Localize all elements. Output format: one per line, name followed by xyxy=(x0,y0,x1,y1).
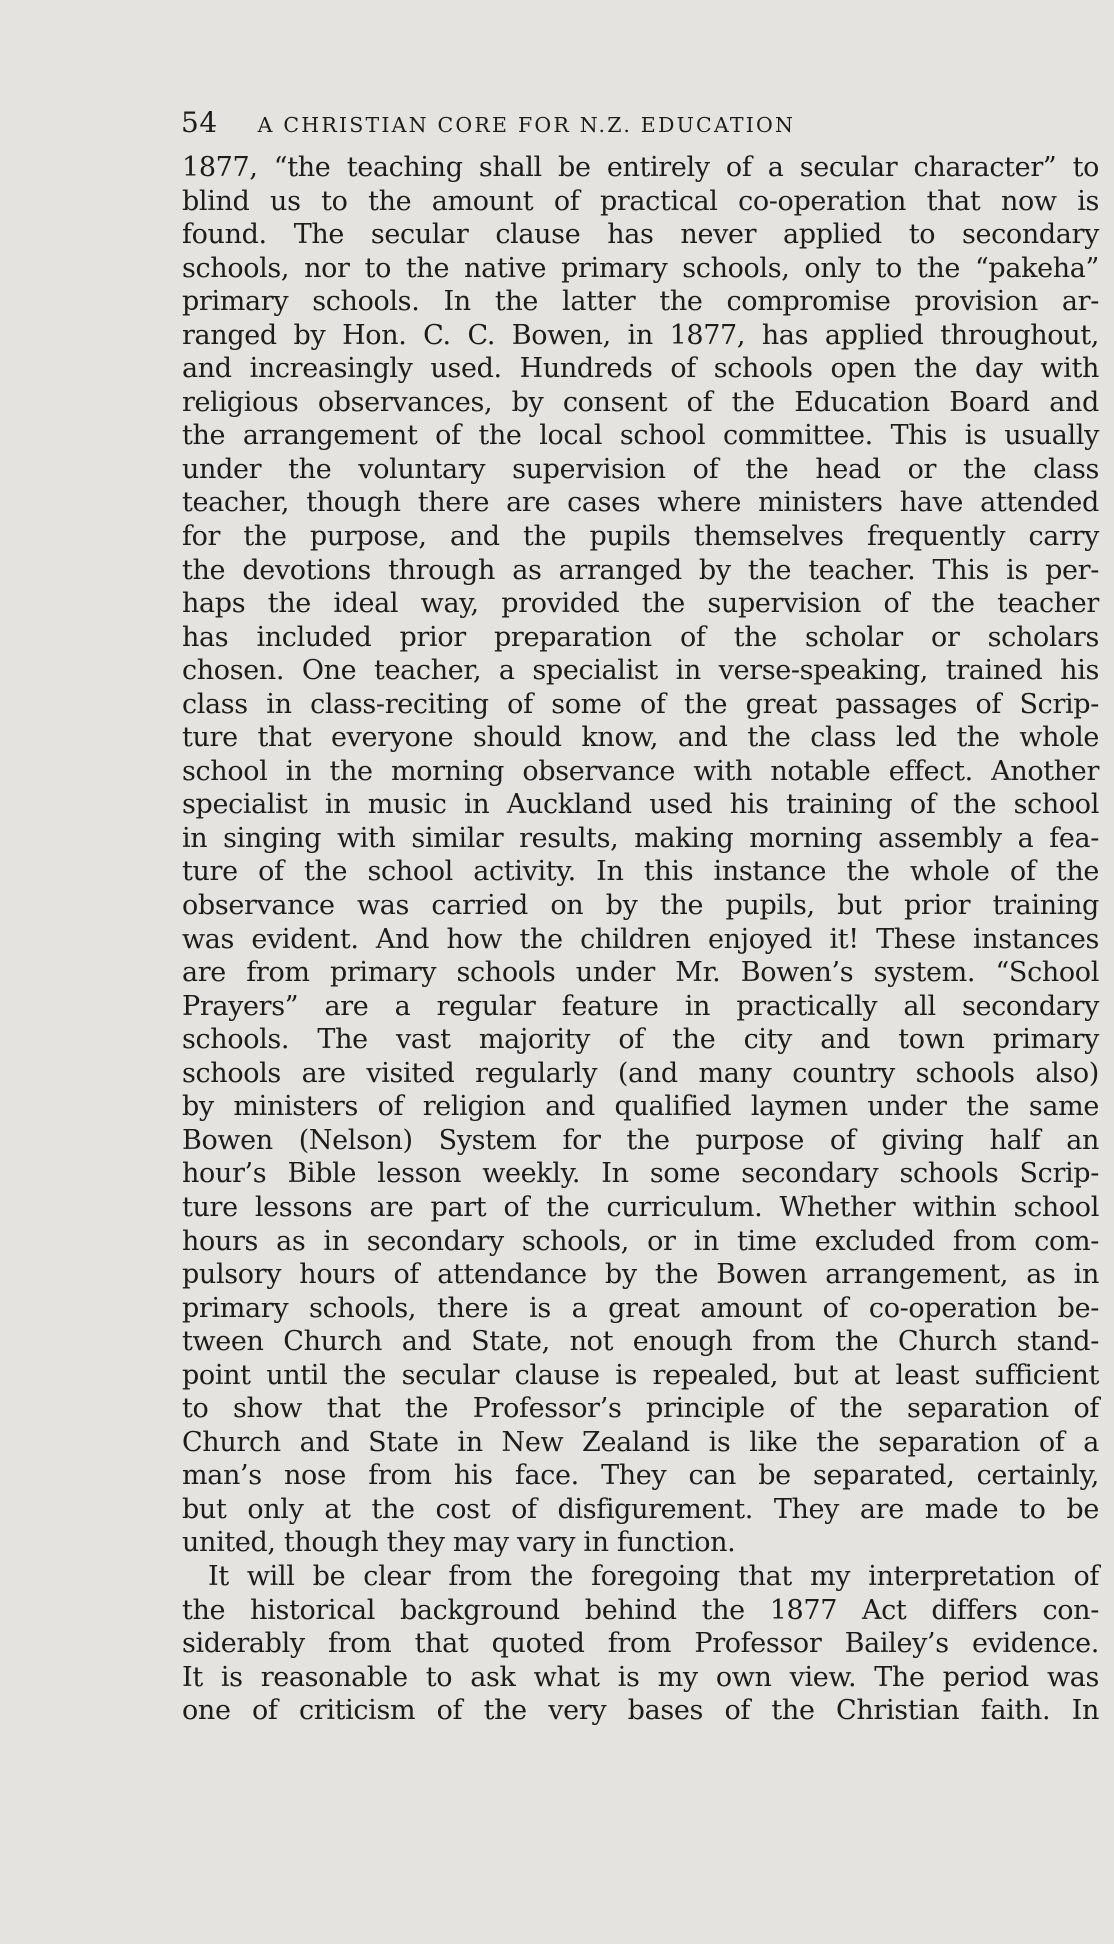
text-line: are from primary schools under Mr. Bowen’s system. “School xyxy=(182,957,1099,989)
running-head xyxy=(181,106,1101,140)
text-line: for the purpose, and the pupils themselves frequently carry xyxy=(182,521,1099,553)
text-line: school in the morning observance with notable effect. Another xyxy=(182,755,1099,787)
text-line: primary schools, there is a great amount of co-operation be- xyxy=(182,1292,1099,1324)
text-line: by ministers of religion and qualified laymen under the same xyxy=(182,1091,1099,1123)
text-line: schools are visited regularly (and many country schools also) xyxy=(182,1057,1099,1089)
text-line: class in class-reciting of some of the great passages of Scrip- xyxy=(182,688,1099,720)
text-line: specialist in music in Auckland used his training of the school xyxy=(182,789,1099,821)
text-line: chosen. One teacher, a specialist in verse-speaking, trained his xyxy=(182,655,1099,687)
paragraph xyxy=(182,151,1099,1560)
text-line: the devotions through as arranged by the teacher. This is per- xyxy=(182,554,1099,586)
text-line: one of criticism of the very bases of the Christian faith. In xyxy=(182,1695,1099,1727)
text-line: blind us to the amount of practical co-operation that now is xyxy=(182,185,1099,217)
text-line: schools. The vast majority of the city and town primary xyxy=(182,1024,1099,1056)
text-line: Bowen (Nelson) System for the purpose of giving half an xyxy=(182,1124,1099,1156)
text-line: teacher, though there are cases where ministers have attended xyxy=(182,487,1099,519)
text-line: It will be clear from the foregoing that my interpretation of xyxy=(208,1560,1099,1592)
body-text xyxy=(182,151,1099,1728)
text-line: to show that the Professor’s principle of the separation of xyxy=(182,1393,1099,1425)
text-line: and increasingly used. Hundreds of schools open the day with xyxy=(182,353,1099,385)
text-line: ranged by Hon. C. C. Bowen, in 1877, has applied throughout, xyxy=(182,319,1099,351)
text-line: but only at the cost of disfigurement. They are made to be xyxy=(182,1493,1099,1525)
text-line: the historical background behind the 1877 Act differs con- xyxy=(182,1594,1099,1626)
text-line: the arrangement of the local school committee. This is usually xyxy=(182,420,1099,452)
text-line: primary schools. In the latter the compromise provision ar- xyxy=(182,286,1099,318)
text-line: haps the ideal way, provided the supervision of the teacher xyxy=(182,588,1099,620)
text-line: has included prior preparation of the scholar or scholars xyxy=(182,621,1099,653)
text-line: under the voluntary supervision of the head or the class xyxy=(182,453,1099,485)
paragraph xyxy=(182,1560,1099,1728)
text-line: ture lessons are part of the curriculum. Whether within school xyxy=(182,1191,1099,1223)
text-line: schools, nor to the native primary schools, only to the “pakeha” xyxy=(182,252,1099,284)
text-line: observance was carried on by the pupils, but prior training xyxy=(182,890,1099,922)
text-line: ture that everyone should know, and the class led the whole xyxy=(182,722,1099,754)
text-line: religious observances, by consent of the Education Board and xyxy=(182,386,1099,418)
text-line: was evident. And how the children enjoyed it! These instances xyxy=(182,923,1099,955)
text-line: point until the secular clause is repealed, but at least sufficient xyxy=(182,1359,1099,1391)
text-line: 1877, “the teaching shall be entirely of a secular character” to xyxy=(182,152,1099,183)
text-line: hour’s Bible lesson weekly. In some secondary schools Scrip- xyxy=(182,1158,1099,1190)
running-head-title: A CHRISTIAN CORE FOR N.Z. EDUCATION xyxy=(257,113,796,137)
text-line: Prayers” are a regular feature in practically all secondary xyxy=(182,990,1099,1022)
text-line: found. The secular clause has never applied to secondary xyxy=(182,219,1099,251)
text-line: united, though they may vary in function. xyxy=(182,1527,736,1559)
text-line: man’s nose from his face. They can be separated, certainly, xyxy=(182,1460,1099,1492)
text-line: siderably from that quoted from Professor Bailey’s evidence. xyxy=(182,1628,1099,1660)
text-line: pulsory hours of attendance by the Bowen arrangement, as in xyxy=(182,1259,1099,1291)
text-line: It is reasonable to ask what is my own view. The period was xyxy=(182,1661,1099,1693)
text-line: hours as in secondary schools, or in time excluded from com- xyxy=(182,1225,1099,1257)
text-line: tween Church and State, not enough from the Church stand- xyxy=(182,1326,1099,1358)
text-line: in singing with similar results, making morning assembly a fea- xyxy=(182,822,1099,854)
text-line: ture of the school activity. In this instance the whole of the xyxy=(182,856,1099,888)
text-line: Church and State in New Zealand is like the separation of a xyxy=(182,1426,1099,1458)
page-number: 54 xyxy=(181,106,218,139)
